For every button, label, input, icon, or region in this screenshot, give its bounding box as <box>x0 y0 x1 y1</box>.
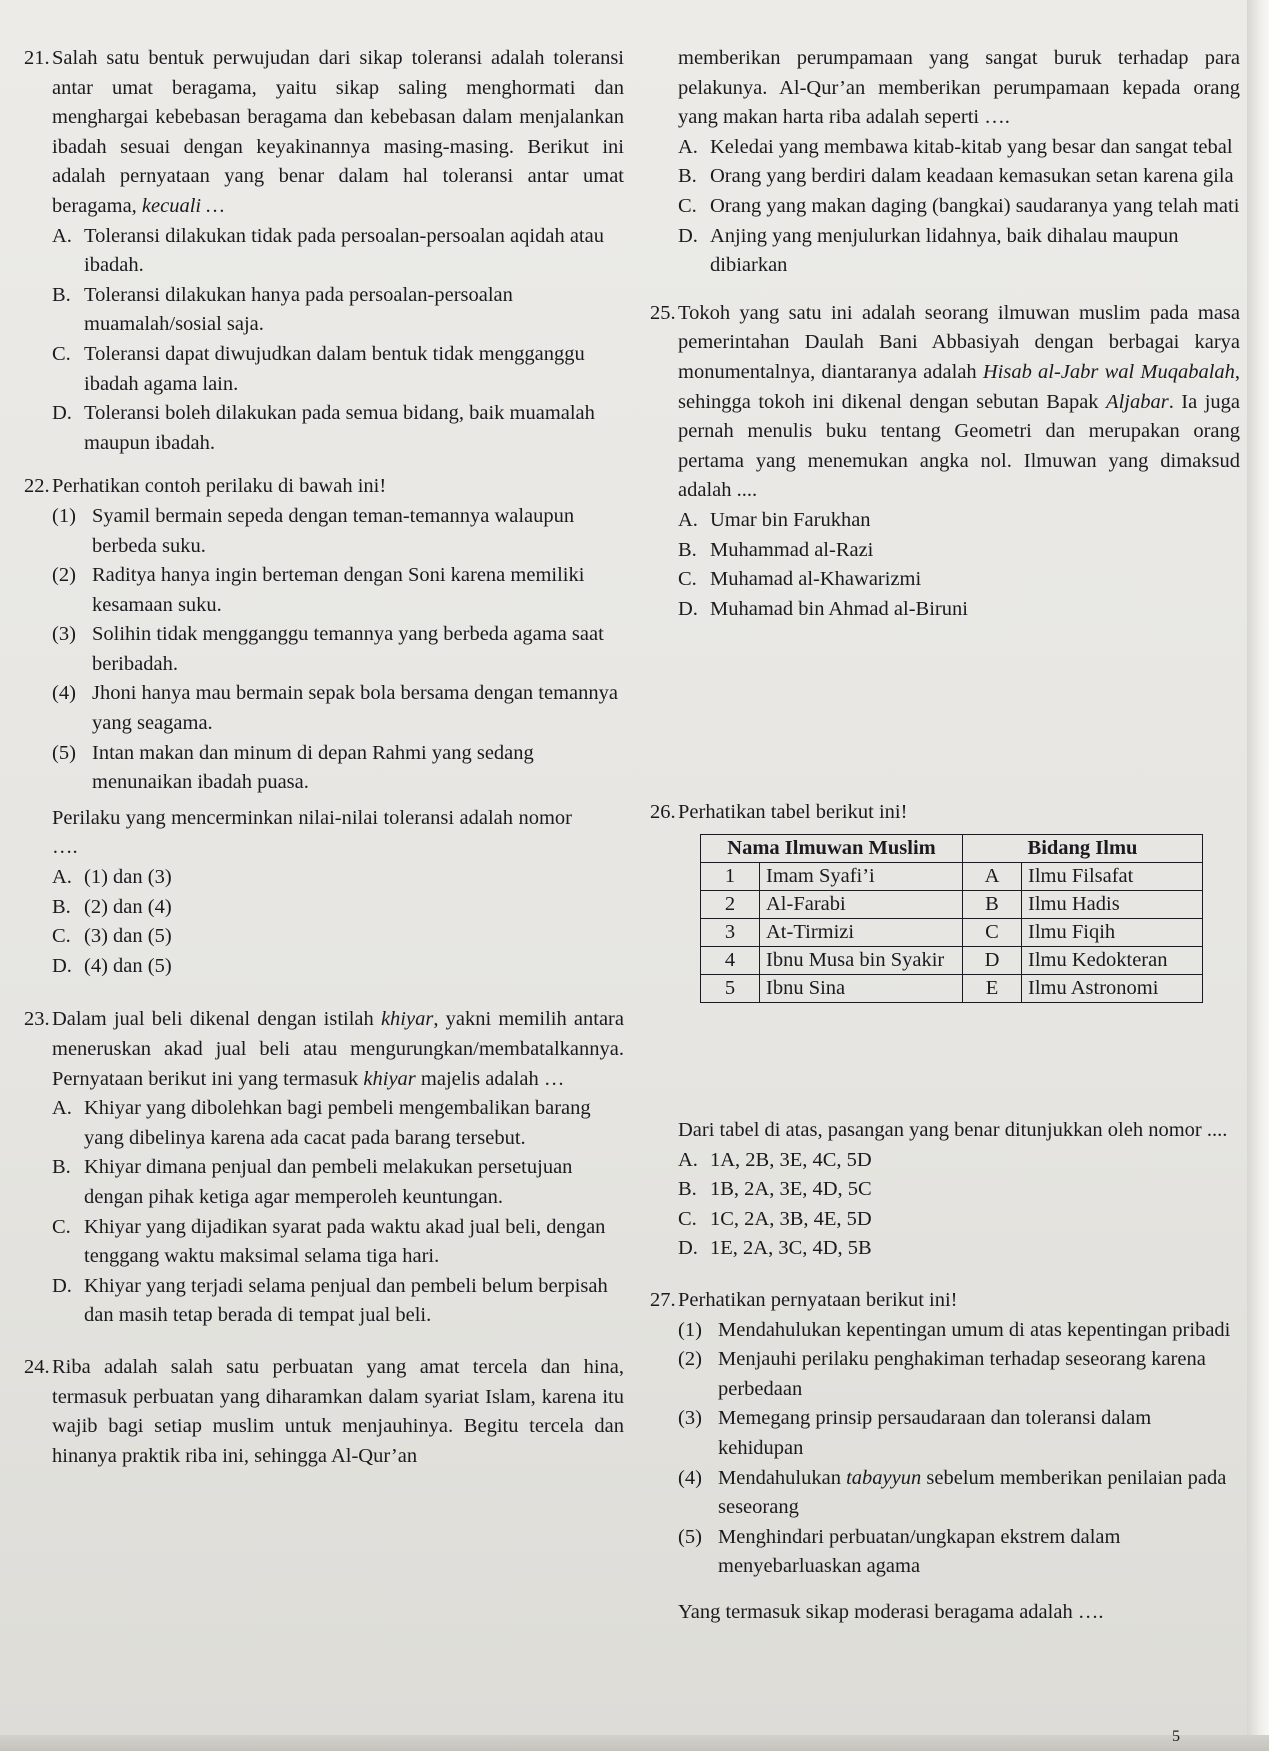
question-24-continued <box>650 44 1240 281</box>
option-a[interactable]: A. Toleransi dilakukan tidak pada persoalan-persoalan aqidah atau ibadah. <box>52 224 604 277</box>
question-number: 25. <box>650 301 676 324</box>
question-number: 26. <box>650 801 676 823</box>
list-item: (3) Memegang prinsip persaudaraan dan toleransi dalam kehidupan <box>678 1407 1152 1459</box>
page-bottom-edge <box>0 1735 1269 1751</box>
option-a[interactable]: A. Umar bin Farukhan <box>678 508 871 531</box>
option-c[interactable]: C. (3) dan (5) <box>52 925 172 948</box>
table-row: 2 Al-Farabi B Ilmu Hadis <box>701 891 1203 919</box>
question-26-table-wrap <box>700 834 1203 1003</box>
question-23 <box>24 1005 624 1331</box>
table-row: 3 At-Tirmizi C Ilmu Fiqih <box>701 919 1203 947</box>
question-27-header <box>650 1286 1240 1316</box>
option-d[interactable]: D. Anjing yang menjulurkan lidahnya, baik dihalau maupun dibiarkan <box>678 224 1179 277</box>
question-number: 27. <box>650 1288 676 1311</box>
question-number: 22. <box>24 475 50 498</box>
question-prompt: Yang termasuk sikap moderasi beragama adalah …. <box>678 1600 1104 1623</box>
question-stem-part1: Riba adalah salah satu perbuatan yang amat tercela dan hina, termasuk perbuatan yang diharamkan dalam syariat Islam, karena itu wajib bagi setiap muslim untuk menjauhinya. Begitu tercela dan hinanya praktik riba ini, sehingga Al-Qur’an <box>52 1355 624 1467</box>
table-row: 5 Ibnu Sina E Ilmu Astronomi <box>701 975 1203 1003</box>
option-d[interactable]: D. Khiyar yang terjadi selama penjual dan pembeli belum berpisah dan masih tetap berada di tempat jual beli. <box>52 1274 608 1327</box>
question-25 <box>650 299 1240 625</box>
option-a[interactable]: A. (1) dan (3) <box>52 866 172 889</box>
page-right-edge <box>1247 0 1269 1751</box>
question-stem: Salah satu bentuk perwujudan dari sikap toleransi adalah toleransi antar umat beragama, yaitu sikap saling menghormati dan menghargai kebebasan beragama dan kebebasan dalam menjalankan ibadah sesuai dengan keyakinannya masing-masing. Berikut ini adalah pernyataan yang benar dalam hal toleransi antar umat beragama, kecuali … <box>52 47 624 217</box>
option-b[interactable]: B. 1B, 2A, 3E, 4D, 5C <box>678 1178 872 1201</box>
question-21 <box>24 44 624 458</box>
ilmuwan-table <box>700 834 1203 1003</box>
list-item: (1) Mendahulukan kepentingan umum di atas kepentingan pribadi <box>678 1318 1231 1341</box>
list-item: (2) Menjauhi perilaku penghakiman terhadap seseorang karena perbedaan <box>678 1348 1206 1400</box>
question-number: 24. <box>24 1355 50 1378</box>
table-header-row <box>701 835 1203 863</box>
question-stem: Tokoh yang satu ini adalah seorang ilmuwan muslim pada masa pemerintahan Daulah Bani Abbasiyah dengan berbagai karya monumentalnya, diantaranya adalah Hisab al-Jabr wal Muqabalah, sehingga tokoh ini dikenal dengan sebutan Bapak Aljabar. Ia juga pernah menulis buku tentang Geometri dan merupakan orang pertama yang menemukan angka nol. Ilmuwan yang dimaksud adalah .... <box>678 301 1241 502</box>
option-d[interactable]: D. Toleransi boleh dilakukan pada semua bidang, baik muamalah maupun ibadah. <box>52 402 595 454</box>
option-a[interactable]: A. Khiyar yang dibolehkan bagi pembeli mengembalikan barang yang dibelinya karena ada cacat pada barang tersebut. <box>52 1097 591 1149</box>
option-b[interactable]: B. Khiyar dimana penjual dan pembeli melakukan persetujuan dengan pihak ketiga agar memperoleh keuntungan. <box>52 1156 573 1208</box>
list-item: (5) Intan makan dan minum di depan Rahmi yang sedang menunaikan ibadah puasa. <box>52 741 534 794</box>
question-stem: Dalam jual beli dikenal dengan istilah khiyar, yakni memilih antara meneruskan akad jual beli atau mengurungkan/membatalkannya. Pernyataan berikut ini yang termasuk khiyar majelis adalah … <box>52 1008 624 1090</box>
left-column <box>24 44 624 1471</box>
option-c[interactable]: C. Khiyar yang dijadikan syarat pada waktu akad jual beli, dengan tenggang waktu maksimal selama tiga hari. <box>52 1215 606 1268</box>
option-c[interactable]: C. Muhamad al-Khawarizmi <box>678 568 922 591</box>
option-b[interactable]: B. (2) dan (4) <box>52 895 172 918</box>
option-a[interactable]: A. Keledai yang membawa kitab-kitab yang besar dan sangat tebal <box>678 135 1233 158</box>
question-number: 21. <box>24 47 50 69</box>
question-prompt: Perilaku yang mencerminkan nilai-nilai toleransi adalah nomor …. <box>52 806 572 859</box>
header-bidang-ilmu: Bidang Ilmu <box>963 835 1203 863</box>
option-b[interactable]: B. Toleransi dilakukan hanya pada persoalan-persoalan muamalah/sosial saja. <box>52 283 513 336</box>
header-nama-ilmuwan: Nama Ilmuwan Muslim <box>701 835 963 863</box>
option-d[interactable]: D. Muhamad bin Ahmad al-Biruni <box>678 597 968 620</box>
option-b[interactable]: B. Muhammad al-Razi <box>678 538 874 561</box>
list-item: (4) Jhoni hanya mau bermain sepak bola bersama dengan temannya yang seagama. <box>52 682 618 735</box>
list-item: (5) Menghindari perbuatan/ungkapan ekstrem dalam menyebarluaskan agama <box>678 1525 1121 1578</box>
list-item: (4) Mendahulukan tabayyun sebelum memberikan penilaian pada seseorang <box>678 1466 1227 1519</box>
question-22 <box>24 472 624 981</box>
option-d[interactable]: D. (4) dan (5) <box>52 954 172 977</box>
option-d[interactable]: D. 1E, 2A, 3C, 4D, 5B <box>678 1237 872 1260</box>
table-row: 1 Imam Syafi’i A Ilmu Filsafat <box>701 863 1203 891</box>
question-stem: Perhatikan contoh perilaku di bawah ini! <box>52 475 387 498</box>
option-a[interactable]: A. 1A, 2B, 3E, 4C, 5D <box>678 1148 872 1171</box>
question-24 <box>24 1353 624 1471</box>
option-b[interactable]: B. Orang yang berdiri dalam keadaan kemasukan setan karena gila <box>678 165 1234 188</box>
question-26-body <box>650 1116 1240 1628</box>
option-c[interactable]: C. Toleransi dapat diwujudkan dalam bentuk tidak mengganggu ibadah agama lain. <box>52 342 585 395</box>
question-number: 23. <box>24 1008 50 1031</box>
question-stem-part2: memberikan perumpamaan yang sangat buruk terhadap para pelakunya. Al-Qur’an memberikan perumpamaan kepada orang yang makan harta riba adalah seperti …. <box>678 47 1240 129</box>
right-column <box>650 44 1240 624</box>
question-stem: Perhatikan pernyataan berikut ini! <box>678 1288 958 1311</box>
option-c[interactable]: C. Orang yang makan daging (bangkai) saudaranya yang telah mati <box>678 194 1240 217</box>
table-row: 4 Ibnu Musa bin Syakir D Ilmu Kedokteran <box>701 947 1203 975</box>
list-item: (3) Solihin tidak mengganggu temannya yang berbeda agama saat beribadah. <box>52 623 604 675</box>
question-prompt: Dari tabel di atas, pasangan yang benar ditunjukkan oleh nomor .... <box>678 1119 1228 1141</box>
question-stem: Perhatikan tabel berikut ini! <box>678 801 908 823</box>
page-number: 5 <box>1172 1728 1180 1745</box>
list-item: (1) Syamil bermain sepeda dengan teman-temannya walaupun berbeda suku. <box>52 504 575 557</box>
question-26-header <box>650 798 907 828</box>
stem-emphasis: kecuali … <box>141 194 225 217</box>
option-c[interactable]: C. 1C, 2A, 3B, 4E, 5D <box>678 1207 872 1230</box>
list-item: (2) Raditya hanya ingin berteman dengan Soni karena memiliki kesamaan suku. <box>52 564 585 616</box>
